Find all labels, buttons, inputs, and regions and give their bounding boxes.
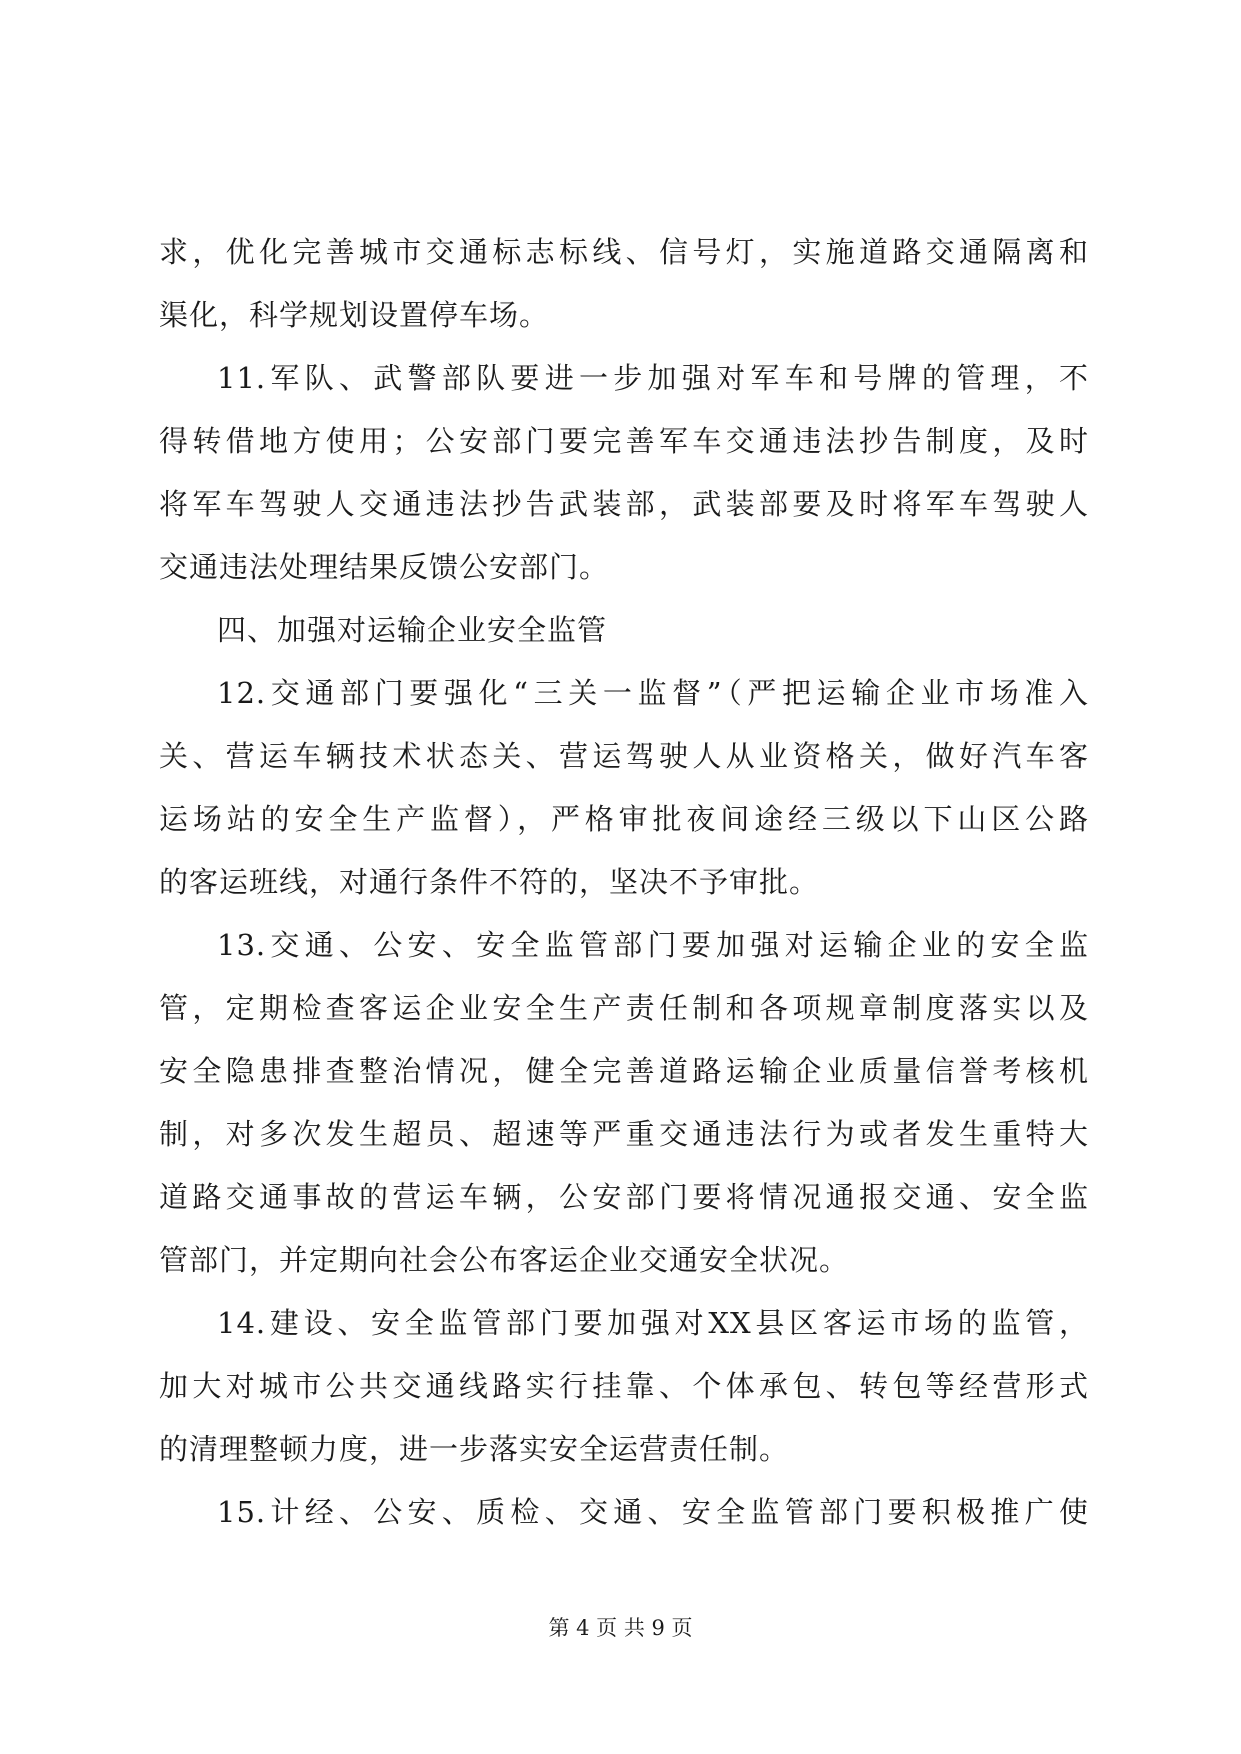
text-line: 14.建设、安全监管部门要加强对XX县区客运市场的监管， bbox=[217, 1306, 1089, 1340]
text-line: 11.军队、武警部队要进一步加强对军车和号牌的管理，不 bbox=[217, 361, 1089, 395]
text-line: 交通违法处理结果反馈公安部门。 bbox=[159, 550, 610, 584]
text-line: 13.交通、公安、安全监管部门要加强对运输企业的安全监 bbox=[217, 928, 1089, 962]
page-number-footer: 第 4 页 共 9 页 bbox=[548, 1616, 693, 1640]
text-line: 渠化，科学规划设置停车场。 bbox=[159, 298, 550, 332]
text-line: 的客运班线，对通行条件不符的，坚决不予审批。 bbox=[159, 865, 820, 899]
section-heading: 四、加强对运输企业安全监管 bbox=[217, 613, 608, 647]
text-line: 关、营运车辆技术状态关、营运驾驶人从业资格关，做好汽车客 bbox=[159, 739, 1089, 773]
text-line: 安全隐患排查整治情况，健全完善道路运输企业质量信誉考核机 bbox=[159, 1054, 1089, 1088]
text-line: 12.交通部门要强化“三关一监督”（严把运输企业市场准入 bbox=[217, 676, 1089, 710]
text-line: 得转借地方使用；公安部门要完善军车交通违法抄告制度，及时 bbox=[159, 424, 1089, 458]
text-line: 管部门，并定期向社会公布客运企业交通安全状况。 bbox=[159, 1243, 850, 1277]
text-line: 加大对城市公共交通线路实行挂靠、个体承包、转包等经营形式 bbox=[159, 1369, 1089, 1403]
text-line: 将军车驾驶人交通违法抄告武装部，武装部要及时将军车驾驶人 bbox=[159, 487, 1089, 521]
text-line: 道路交通事故的营运车辆，公安部门要将情况通报交通、安全监 bbox=[159, 1180, 1089, 1214]
text-line: 运场站的安全生产监督），严格审批夜间途经三级以下山区公路 bbox=[159, 802, 1089, 836]
text-line: 的清理整顿力度，进一步落实安全运营责任制。 bbox=[159, 1432, 790, 1466]
text-line: 求，优化完善城市交通标志标线、信号灯，实施道路交通隔离和 bbox=[159, 235, 1089, 269]
text-line: 制，对多次发生超员、超速等严重交通违法行为或者发生重特大 bbox=[159, 1117, 1089, 1151]
text-line: 15.计经、公安、质检、交通、安全监管部门要积极推广使 bbox=[217, 1495, 1089, 1529]
text-line: 管，定期检查客运企业安全生产责任制和各项规章制度落实以及 bbox=[159, 991, 1089, 1025]
